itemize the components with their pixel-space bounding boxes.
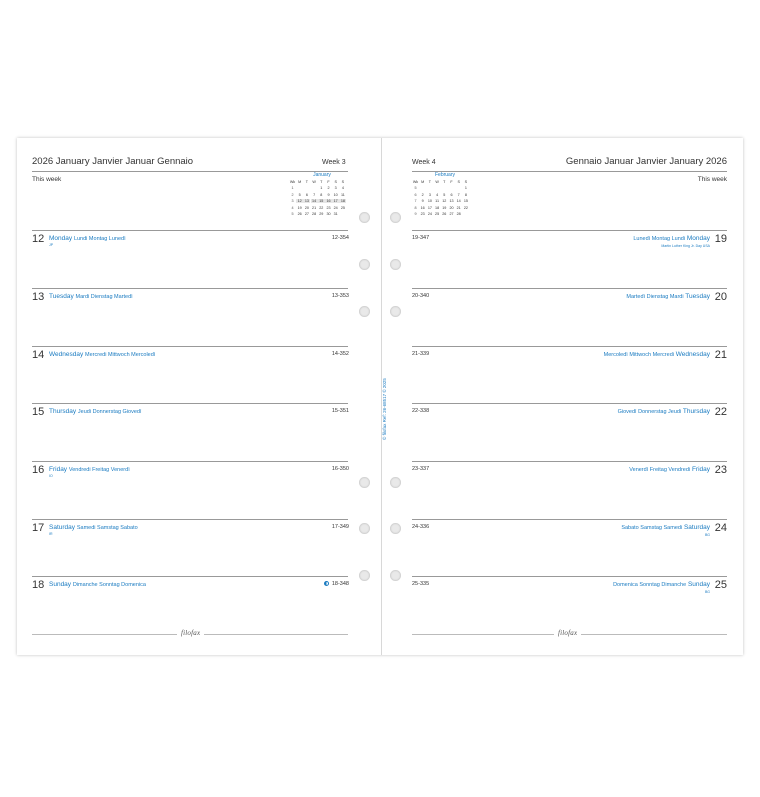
calendar-day: 10	[427, 199, 432, 203]
day-number: 19	[714, 233, 727, 245]
day-count: 24-336	[412, 524, 430, 530]
day-name-translations: Samedi Samstag Sabato	[76, 525, 138, 531]
calendar-day: 14	[456, 199, 461, 203]
calendar-day: 11	[435, 199, 439, 203]
punch-hole	[390, 259, 401, 270]
day-name	[613, 581, 710, 588]
punch-hole	[359, 523, 370, 534]
calendar-weekday-header: M	[298, 180, 302, 184]
day-divider	[412, 403, 727, 404]
day-name-english: Tuesday	[685, 293, 710, 300]
day-name-english: Tuesday	[49, 293, 74, 300]
day-count	[332, 235, 349, 241]
day-name-translations: Venerdì Freitag Vendredi	[629, 467, 691, 473]
punch-hole	[390, 523, 401, 534]
day-note: BG	[704, 590, 710, 594]
day-number: 17	[32, 522, 45, 534]
left-page	[17, 138, 381, 655]
day-divider	[32, 576, 348, 577]
calendar-day: 10	[333, 192, 338, 197]
left-page-title: 2026 January Janvier Januar Gennaio	[32, 156, 194, 167]
calendar-day: 19	[442, 205, 447, 210]
right-this-week-label: This week	[697, 176, 727, 183]
calendar-month-title: February	[434, 172, 455, 178]
day-count-text: 15-351	[331, 408, 349, 414]
right-page-title: Gennaio Januar Janvier January 2026	[565, 156, 727, 167]
calendar-week-number: 5	[291, 212, 294, 216]
diary-spread	[17, 138, 743, 655]
calendar-day: 19	[297, 205, 302, 210]
day-divider	[412, 519, 727, 520]
day-count: 19-347	[412, 235, 430, 241]
calendar-day: 18	[435, 205, 440, 210]
calendar-month-title: January	[313, 172, 331, 178]
calendar-day: 8	[464, 192, 467, 197]
calendar-day: 15	[463, 199, 468, 203]
day-count	[332, 524, 349, 530]
punch-hole	[359, 477, 370, 488]
day-name-translations: Mercoledì Mittwoch Mercredi	[603, 352, 674, 358]
day-number: 20	[714, 291, 727, 303]
punch-hole	[390, 570, 401, 581]
day-count	[324, 581, 349, 587]
day-divider	[412, 461, 727, 462]
calendar-day: 14	[312, 199, 317, 203]
calendar-day: 11	[340, 192, 345, 197]
day-count-text: 16-350	[331, 466, 349, 472]
right-mini-calendar	[412, 172, 472, 222]
day-divider	[32, 346, 348, 347]
calendar-week-number: 4	[291, 205, 294, 210]
left-filofax-logo: filofax	[177, 629, 204, 637]
day-divider	[32, 461, 348, 462]
day-name-english: Monday	[686, 235, 710, 242]
day-name-translations: Sabato Samstag Samedi	[621, 525, 683, 531]
day-number: 14	[32, 349, 45, 361]
left-mini-calendar	[289, 172, 349, 222]
day-name-translations: Lundi Montag Lunedì	[73, 236, 126, 242]
day-name-translations: Mercredi Mittwoch Mercoledì	[85, 352, 156, 358]
calendar-day: 3	[428, 192, 431, 197]
punch-hole	[390, 306, 401, 317]
day-name-translations: Vendredi Freitag Venerdì	[68, 467, 130, 473]
day-number: 24	[714, 522, 727, 534]
calendar-weekday-header: W	[435, 180, 439, 184]
day-name-english: Sunday	[49, 581, 72, 588]
calendar-day: 9	[421, 199, 424, 203]
calendar-day: 8	[320, 192, 323, 197]
right-filofax-logo: filofax	[554, 629, 581, 637]
calendar-day: 31	[333, 212, 338, 216]
calendar-day: 5	[443, 192, 446, 197]
calendar-weekday-header: T	[428, 180, 432, 184]
calendar-day: 21	[456, 205, 461, 210]
calendar-weekday-header: Wk	[412, 180, 419, 184]
day-name-english: Monday	[49, 235, 73, 242]
day-name-translations: Giovedì Donnerstag Jeudi	[617, 409, 682, 415]
calendar-day: 12	[297, 199, 302, 203]
calendar-weekday-header: S	[341, 180, 345, 184]
day-name	[626, 293, 710, 300]
day-note: IR	[49, 532, 53, 536]
calendar-day: 25	[340, 205, 345, 210]
day-count	[332, 293, 349, 299]
calendar-weekday-header: S	[464, 180, 468, 184]
day-divider	[412, 288, 727, 289]
calendar-day: 21	[312, 205, 317, 210]
day-name-translations: Mardi Dienstag Martedì	[75, 294, 133, 300]
day-divider	[32, 288, 348, 289]
day-divider	[412, 346, 727, 347]
calendar-day: 24	[427, 212, 432, 216]
day-name	[49, 408, 142, 415]
calendar-day: 5	[298, 192, 301, 197]
day-divider	[32, 519, 348, 520]
calendar-weekday-header: T	[320, 180, 323, 184]
day-name	[621, 524, 710, 531]
punch-hole	[390, 212, 401, 223]
day-name	[49, 235, 126, 242]
calendar-day: 23	[420, 212, 425, 216]
calendar-day: 1	[320, 186, 323, 190]
day-name	[49, 581, 146, 588]
calendar-day: 6	[305, 192, 308, 197]
calendar-day: 28	[456, 212, 461, 216]
calendar-day: 7	[313, 192, 316, 197]
calendar-day: 3	[334, 186, 337, 190]
day-divider	[32, 403, 348, 404]
calendar-day: 16	[326, 199, 331, 203]
day-count-text: 12-354	[331, 235, 349, 241]
day-number: 12	[32, 233, 45, 245]
day-count	[332, 466, 349, 472]
day-count	[332, 408, 349, 414]
calendar-day: 24	[333, 205, 338, 210]
right-week-label: Week 4	[412, 159, 436, 166]
calendar-week-number: 8	[414, 205, 417, 210]
calendar-weekday-header: F	[327, 180, 330, 184]
calendar-week-number: 9	[414, 212, 417, 216]
calendar-day: 22	[463, 205, 468, 210]
day-name-english: Friday	[691, 466, 710, 473]
day-name	[49, 524, 138, 531]
day-name	[49, 293, 133, 300]
calendar-day: 27	[304, 212, 309, 216]
day-name	[604, 351, 710, 358]
day-number: 22	[714, 406, 727, 418]
calendar-day: 7	[457, 192, 460, 197]
punch-hole	[359, 570, 370, 581]
calendar-weekday-header: T	[305, 180, 309, 184]
calendar-day: 17	[333, 199, 338, 203]
day-name-english: Thursday	[49, 408, 77, 415]
calendar-week-number: 3	[291, 199, 294, 203]
calendar-weekday-header: M	[421, 180, 425, 184]
calendar-day: 29	[319, 212, 324, 216]
calendar-day: 16	[420, 205, 425, 210]
day-note: BG	[704, 533, 710, 537]
day-number: 23	[714, 464, 727, 476]
day-count: 25-335	[412, 581, 430, 587]
calendar-weekday-header: S	[334, 180, 337, 184]
day-divider	[412, 230, 727, 231]
day-number: 16	[32, 464, 45, 476]
calendar-week-number: 1	[291, 186, 294, 190]
day-count-text: 14-352	[331, 351, 349, 357]
day-name-english: Sunday	[687, 581, 710, 588]
left-this-week-label: This week	[32, 176, 62, 183]
day-number: 21	[714, 349, 727, 361]
day-count-text: 17-349	[331, 524, 349, 530]
left-week-label: Week 3	[322, 159, 346, 166]
day-note: IO	[49, 474, 53, 478]
calendar-day: 9	[327, 192, 330, 197]
calendar-day: 20	[449, 205, 454, 210]
calendar-day: 12	[442, 199, 447, 203]
calendar-day: 4	[436, 192, 439, 197]
calendar-day: 13	[304, 199, 309, 203]
calendar-weekday-header: W	[312, 180, 316, 184]
day-name	[49, 466, 130, 473]
day-count	[332, 351, 349, 357]
day-count-text: 18-348	[331, 581, 349, 587]
calendar-day: 23	[326, 205, 331, 210]
punch-hole	[359, 306, 370, 317]
calendar-day: 2	[327, 186, 330, 190]
day-number: 25	[714, 579, 727, 591]
day-name-translations: Jeudi Donnerstag Giovedì	[77, 409, 142, 415]
calendar-day: 6	[450, 192, 453, 197]
day-name-english: Wednesday	[49, 351, 84, 358]
day-count: 22-338	[412, 408, 430, 414]
calendar-day: 28	[312, 212, 317, 216]
day-divider	[32, 230, 348, 231]
calendar-day: 26	[297, 212, 302, 216]
day-name-translations: Martedì Dienstag Mardi	[626, 294, 684, 300]
calendar-day: 15	[319, 199, 324, 203]
day-name-translations: Domenica Sonntag Dimanche	[613, 582, 687, 588]
calendar-week-number: 7	[414, 199, 417, 203]
punch-hole	[359, 212, 370, 223]
day-name-translations: Lunedì Montag Lundi	[633, 236, 686, 242]
day-name-translations: Dimanche Sonntag Domenica	[72, 582, 146, 588]
calendar-weekday-header: T	[443, 180, 446, 184]
day-name-english: Thursday	[682, 408, 710, 415]
calendar-weekday-header: F	[450, 180, 453, 184]
calendar-day: 17	[427, 205, 432, 210]
day-number: 13	[32, 291, 45, 303]
calendar-day: 1	[464, 186, 467, 190]
day-number: 15	[32, 406, 45, 418]
day-name-english: Saturday	[49, 524, 76, 531]
day-name	[633, 235, 710, 242]
day-name-english: Friday	[49, 466, 68, 473]
day-count: 23-337	[412, 466, 430, 472]
spine-imprint: © filofax Ref: 26-68517 © 2025	[382, 378, 387, 440]
calendar-week-number: 5	[414, 186, 417, 190]
day-note: Martin Luther King Jr. Day USA	[661, 244, 710, 248]
day-name	[49, 351, 155, 358]
calendar-day: 18	[340, 199, 345, 203]
calendar-day: 13	[449, 199, 454, 203]
calendar-day: 20	[304, 205, 309, 210]
day-name-english: Wednesday	[675, 351, 710, 358]
punch-hole	[359, 259, 370, 270]
day-count: 21-339	[412, 351, 430, 357]
calendar-weekday-header: Wk	[289, 180, 296, 184]
calendar-day: 27	[449, 212, 454, 216]
calendar-weekday-header: S	[457, 180, 460, 184]
calendar-day: 25	[435, 212, 440, 216]
day-count-text: 13-353	[331, 293, 349, 299]
day-divider	[412, 576, 727, 577]
calendar-day: 22	[319, 205, 324, 210]
day-name-english: Saturday	[683, 524, 710, 531]
punch-hole	[390, 477, 401, 488]
half-moon-icon	[324, 581, 329, 586]
calendar-day: 30	[326, 212, 331, 216]
calendar-day: 2	[421, 192, 424, 197]
day-note: JP	[49, 243, 54, 247]
day-name	[629, 466, 710, 473]
calendar-day: 4	[341, 186, 344, 190]
calendar-week-number: 6	[414, 192, 417, 197]
day-number: 18	[32, 579, 45, 591]
calendar-week-number: 2	[291, 192, 294, 197]
day-count: 20-340	[412, 293, 430, 299]
day-name	[618, 408, 710, 415]
calendar-day: 26	[442, 212, 447, 216]
right-page	[382, 138, 743, 655]
